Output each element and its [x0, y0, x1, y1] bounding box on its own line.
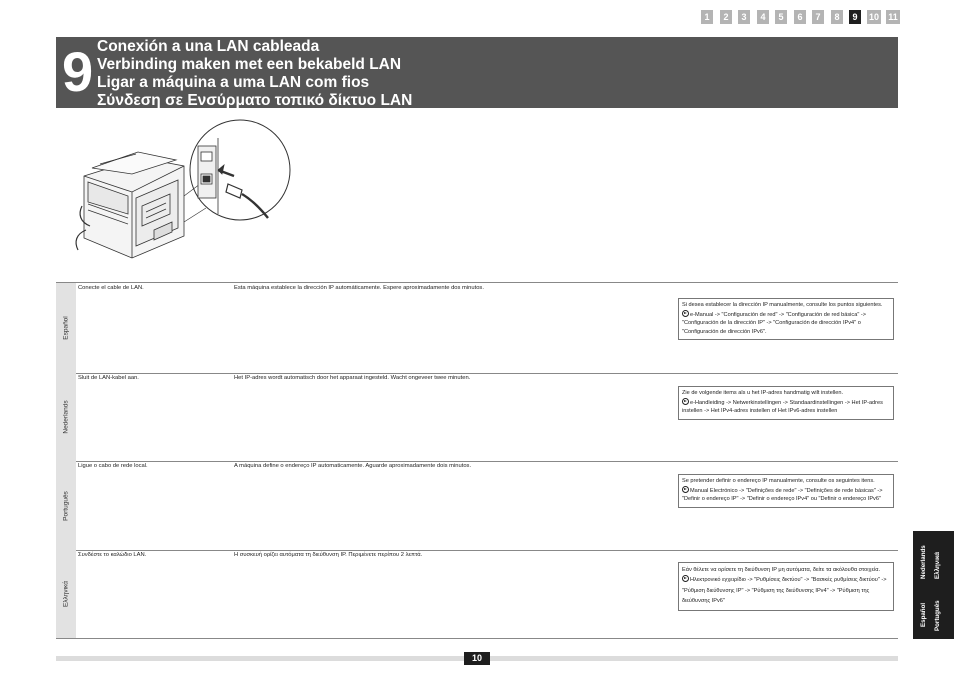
step-number: 9 [62, 40, 94, 103]
title-nl: Verbinding maken met een bekabeld LAN [97, 56, 402, 73]
step2-text: A máquina define o endereço IP automaticamente. Aguarde aproximadamente dois minutos. [234, 463, 472, 469]
manual-ip-note [678, 386, 894, 420]
printer-lan-illustration [72, 118, 302, 278]
nav-step-7[interactable]: 7 [812, 10, 824, 24]
lang-label: Português [62, 490, 70, 521]
note-path: e-Manual -> "Configuración de red" -> "Configuración de red básica" -> "Configuración de la dirección IP" -> "Configuración de dirección IPv4" o "Configuración de dirección IPv6". [682, 311, 867, 335]
page-number: 10 [464, 652, 490, 665]
nav-step-4[interactable]: 4 [757, 10, 769, 24]
title-pt: Ligar a máquina a uma LAN com fios [97, 74, 370, 91]
title-el: Σύνδεση σε Ενσύρματο τοπικό δίκτυο LAN [97, 92, 413, 109]
step2-text: Η συσκευή ορίζει αυτόματα τη διεύθυνση IP. Περιμένετε περίπου 2 λεπτά. [234, 552, 423, 558]
section-el [56, 550, 898, 639]
nav-step-2[interactable]: 2 [720, 10, 732, 24]
lang-column [56, 550, 76, 638]
nav-step-3[interactable]: 3 [738, 10, 750, 24]
step2-text: Het IP-adres wordt automatisch door het apparaat ingesteld. Wacht ongeveer twee minuten. [234, 375, 471, 381]
note-intro: Zie de volgende items als u het IP-adres handmatig wilt instellen. [682, 390, 844, 396]
section-pt [56, 461, 898, 551]
note-intro: Εάν θέλετε να ορίσετε τη διεύθυνση IP μη αυτόματα, δείτε τα ακόλουθα στοιχεία. [682, 567, 881, 573]
language-side-tab [913, 531, 954, 639]
step1-text: Ligue o cabo de rede local. [78, 463, 148, 469]
lang-column [56, 373, 76, 461]
note-intro: Se pretender definir o endereço IP manualmente, consulte os seguintes itens. [682, 478, 875, 484]
manual-ip-note [678, 298, 894, 340]
side-tab-el: Ελληνικά [934, 552, 941, 579]
nav-step-9[interactable]: 9 [849, 10, 861, 24]
note-intro: Si desea establecer la dirección IP manualmente, consulte los puntos siguientes. [682, 302, 883, 308]
lang-label: Ελληνικά [62, 580, 70, 608]
note-path: Ηλεκτρονικό εγχειρίδιο -> "Ρυθμίσεις δικτύου" -> "Βασικές ρυθμίσεις δικτύου" -> "Ρύθμιση διεύθυνσης IP" -> "Ρύθμιση της διεύθυνσης IPv4" -> "Ρύθμιση της διεύθυνσης IPv6" [682, 577, 887, 605]
step1-text: Συνδέστε το καλώδιο LAN. [78, 552, 147, 558]
step2-text: Esta máquina establece la dirección IP automáticamente. Espere aproximadamente dos minutos. [234, 285, 484, 291]
section-nl [56, 373, 898, 462]
nav-step-10[interactable]: 10 [868, 12, 879, 22]
side-tab-es: Español [920, 602, 927, 627]
nav-step-1[interactable]: 1 [701, 10, 713, 24]
reference-icon [682, 575, 689, 582]
reference-icon [682, 398, 689, 405]
section-header [56, 37, 898, 108]
nav-step-6[interactable]: 6 [794, 10, 806, 24]
reference-icon [682, 310, 689, 317]
step1-text: Conecte el cable de LAN. [78, 285, 144, 291]
header-titles [97, 38, 412, 110]
lang-column [56, 461, 76, 550]
note-path: Manual Electrónico -> "Definições de rede" -> "Definições de rede básicas" -> "Definir o endereço IP" -> "Definir o endereço IPv4" ou "Definir o endereço IPv6" [682, 487, 883, 503]
section-es [56, 283, 898, 374]
side-tab-nl: Nederlands [920, 545, 927, 579]
lang-label: Nederlands [62, 400, 70, 434]
manual-ip-note [678, 562, 894, 611]
side-tab-pt: Português [934, 600, 941, 631]
nav-step-5[interactable]: 5 [775, 10, 787, 24]
lang-column [56, 283, 76, 373]
nav-step-11[interactable]: 11 [886, 10, 900, 24]
note-path: e-Handleiding -> Netwerkinstellingen -> Standaardinstellingen -> Het IP-adres instellen -> Het IPv4-adres instellen of Het IPv6-adres instellen [682, 399, 883, 415]
title-es: Conexión a una LAN cableada [97, 38, 320, 55]
nav-step-8[interactable]: 8 [831, 10, 843, 24]
reference-icon [682, 486, 689, 493]
step1-text: Sluit de LAN-kabel aan. [78, 375, 139, 381]
lang-label: Español [62, 316, 70, 340]
manual-ip-note [678, 474, 894, 508]
